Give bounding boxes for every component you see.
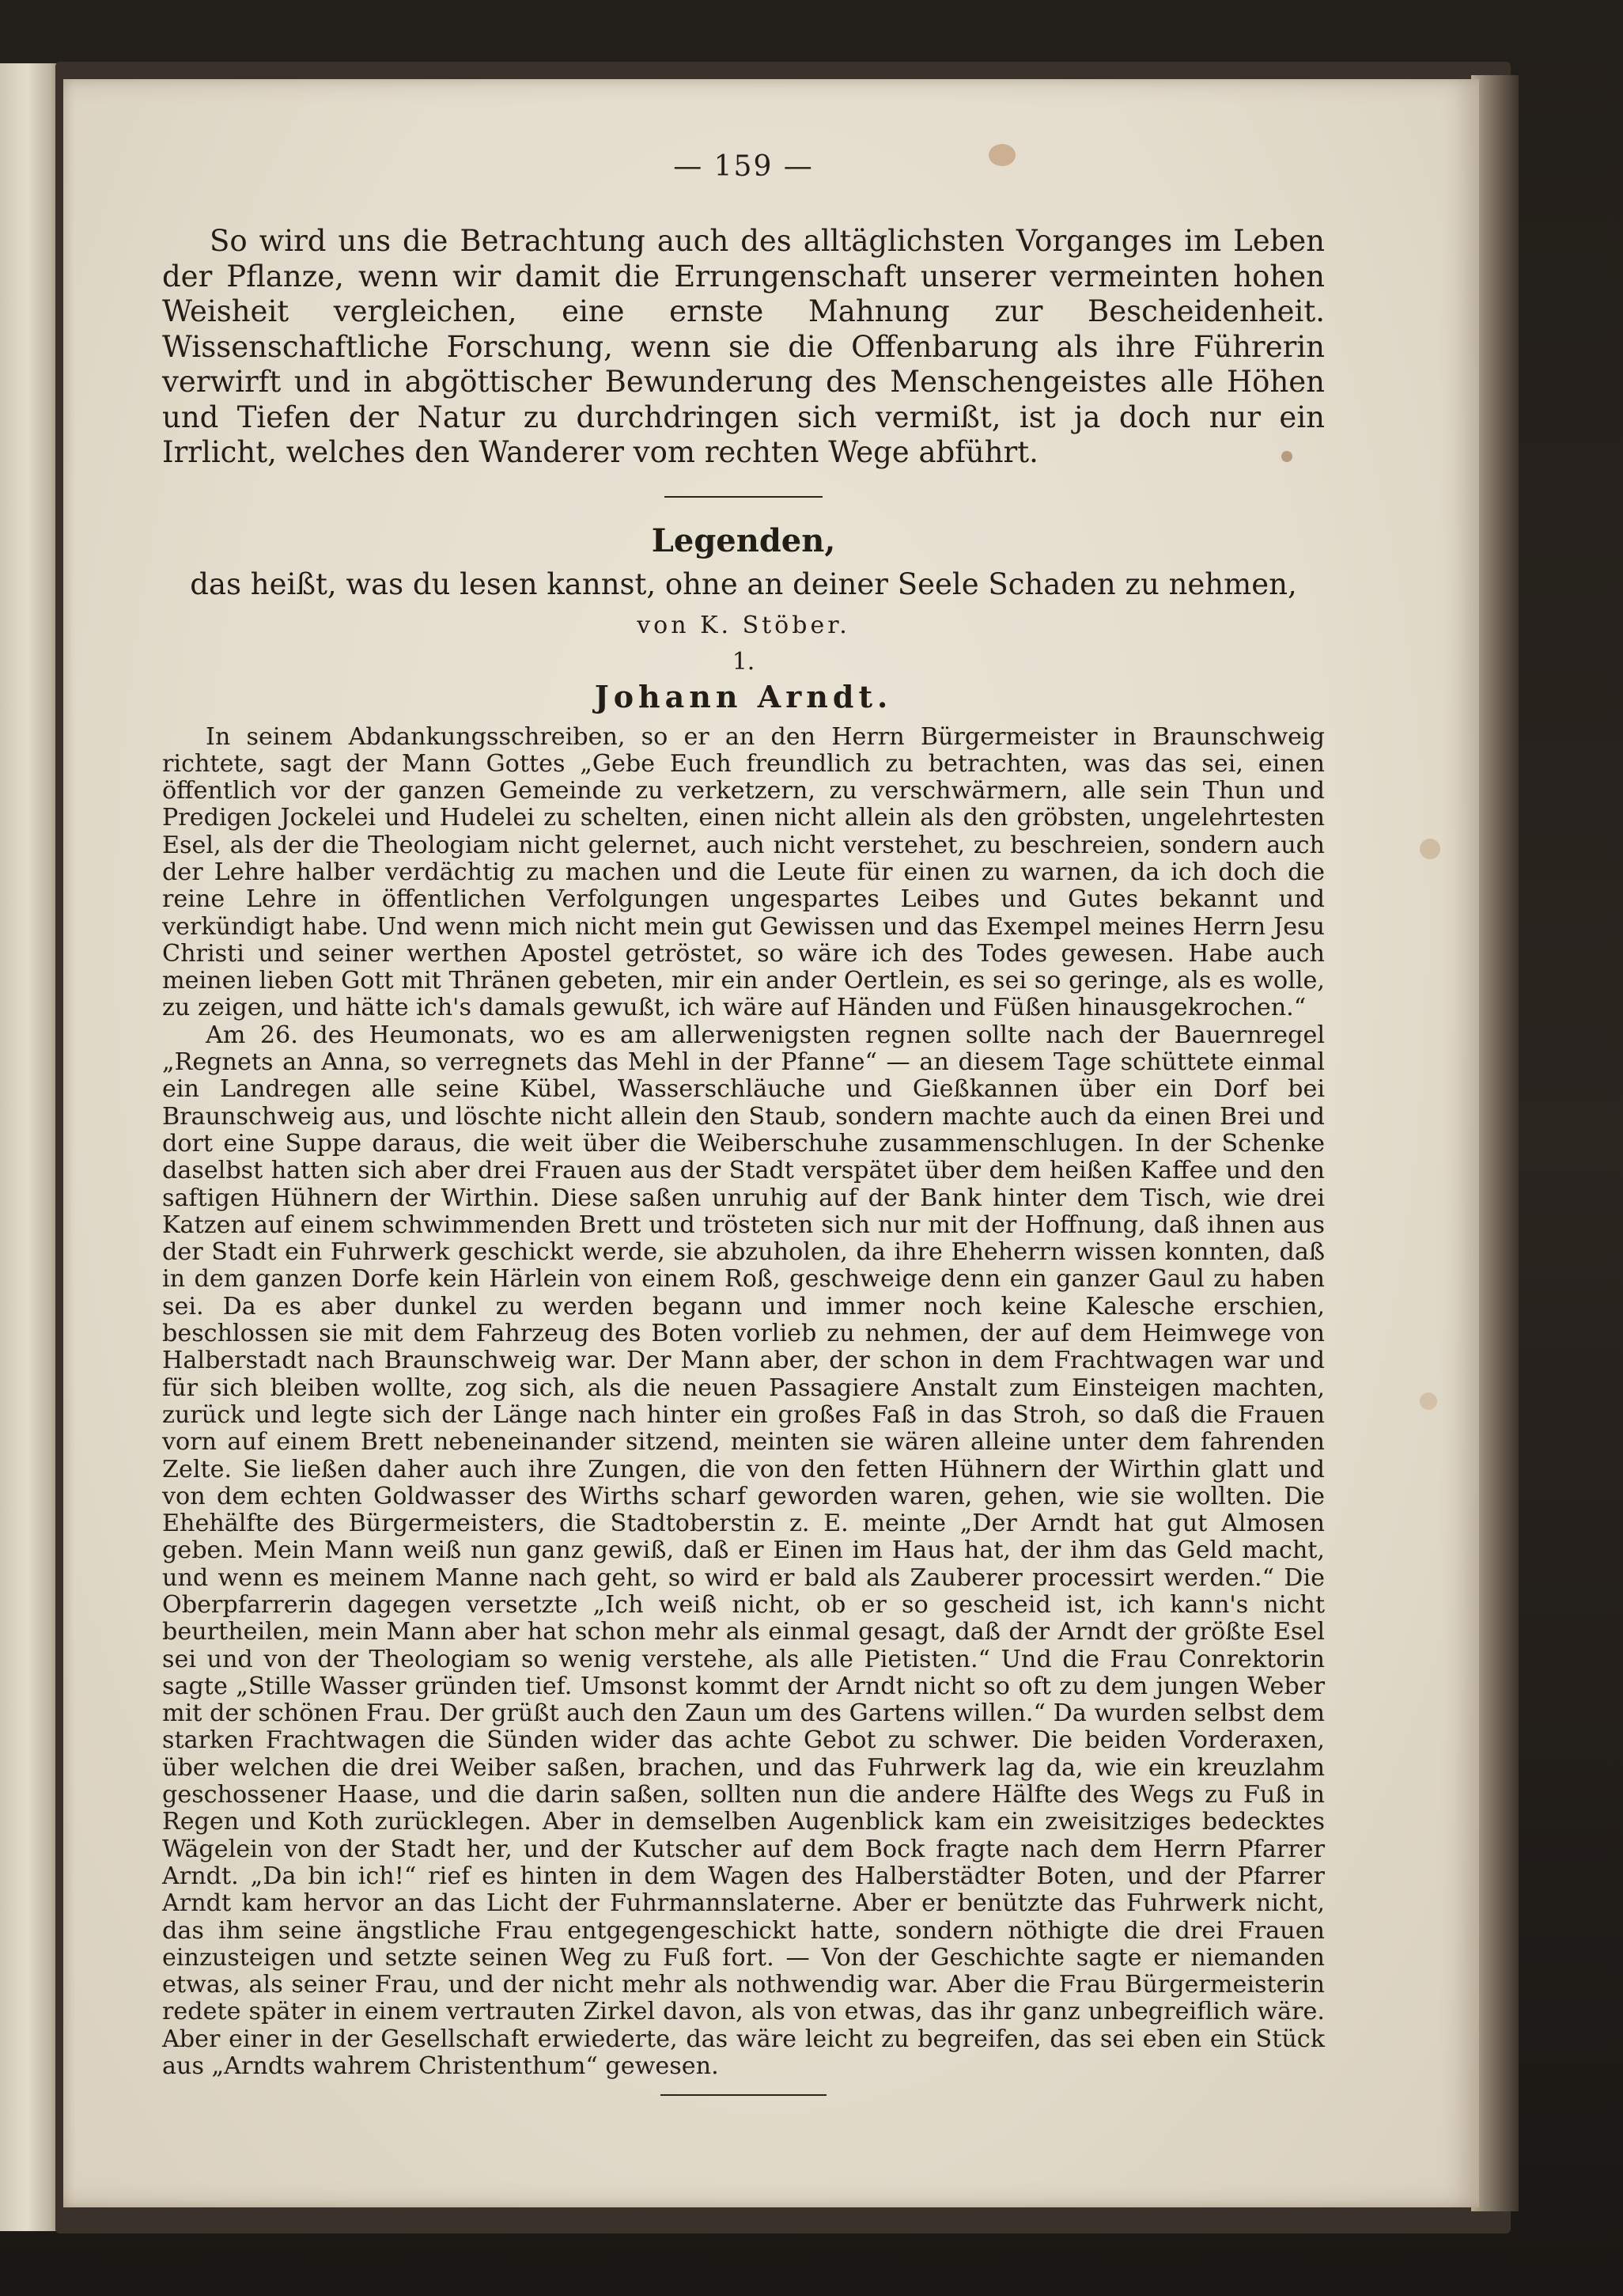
foxing-stain: [1420, 839, 1440, 859]
page-number: — 159 —: [673, 150, 814, 183]
section-title: Legenden,: [651, 521, 836, 559]
section-author: von K. Stöber.: [637, 611, 850, 639]
intro-paragraph: So wird uns die Betrachtung auch des alltäglichsten Vorganges im Leben der Pflanze, wenn wir damit die Errungenschaft unserer vermeinten hohen Weisheit vergleichen, eine ernste Mahnung zur Bescheidenheit. Wissenschaftliche Forschung, wenn sie die Offenbarung als ihre Führerin verwirft und in abgöttischer Bewunderung des Menschengeistes alle Höhen und Tiefen der Natur zu durchdringen sich vermißt, ist ja doch nur ein Irrlicht, welches den Wanderer vom rechten Wege abführt.: [162, 224, 1325, 469]
section-subtitle: das heißt, was du lesen kannst, ohne an deiner Seele Schaden zu nehmen,: [190, 566, 1297, 601]
body-paragraph: In seinem Abdankungsschreiben, so er an den Herrn Bürgermeister in Braunschweig richtete, sagt der Mann Gottes „Gebe Euch freundlich zu betrachten, was das sei, einen öffentlich vor der ganzen Gemeinde zu verketzern, zu verschwärmern, alle sein Thun und Predigen Jockelei und Hudelei zu schelten, einen nicht allein als den gröbsten, ungelehrtesten Esel, als der die Theologiam nicht gelernet, auch nicht verstehet, zu beschreien, sondern auch der Lehre halber verdächtig zu machen und die Leute für einen zu warnen, da ich doch die reine Lehre in öffentlichen Verfolgungen ungespartes Leibes und Gutes bekannt und verkündigt habe. Und wenn mich nicht mein gut Gewissen und das Exempel meines Herrn Jesu Christi und seiner werthen Apostel getröstet, so wäre ich des Todes gewesen. Habe auch meinen lieben Gott mit Thränen gebeten, mir ein ander Oertlein, es sei so geringe, als es wolle, zu zeigen, und hätte ich's damals gewußt, ich wäre auf Händen und Füßen hinausgekrochen.“: [162, 722, 1325, 1022]
page-text-block: [162, 150, 1325, 2096]
story-title: Johann Arndt.: [594, 678, 893, 714]
end-divider: [660, 2094, 827, 2096]
foxing-stain: [1420, 1392, 1437, 1410]
section-divider: [664, 496, 823, 498]
story-number: 1.: [732, 647, 755, 676]
body-paragraph: Am 26. des Heumonats, wo es am allerwenigsten regnen sollte nach der Bauernregel „Regnets an Anna, so verregnets das Mehl in der Pfanne“ — an diesem Tage schüttete einmal ein Landregen alle seine Kübel, Wasserschläuche und Gießkannen über ein Dorf bei Braunschweig aus, und löschte nicht allein den Staub, sondern machte auch da einen Brei und dort eine Suppe daraus, die weit über die Weiberschuhe zusammenschlugen. In der Schenke daselbst hatten sich aber drei Frauen aus der Stadt verspätet über dem heißen Kaffee und den saftigen Hühnern der Wirthin. Diese saßen unruhig auf der Bank hinter dem Tisch, wie drei Katzen auf einem schwimmenden Brett und trösteten sich nur mit der Hoffnung, daß ihnen aus der Stadt ein Fuhrwerk geschickt werde, sie abzuholen, da ihre Eheherrn wissen konnten, daß in dem ganzen Dorfe kein Härlein von einem Roß, geschweige denn ein ganzer Gaul zu haben sei. Da es aber dunkel zu werden begann und immer noch keine Kalesche erschien, beschlossen sie mit dem Fahrzeug des Boten vorlieb zu nehmen, der auf dem Heimwege von Halberstadt nach Braunschweig war. Der Mann aber, der schon in dem Frachtwagen war und für sich bleiben wollte, zog sich, als die neuen Passagiere Anstalt zum Einsteigen machten, zurück und legte sich der Länge nach hinter ein großes Faß in das Stroh, so daß die Frauen vorn auf einem Brett nebeneinander sitzend, meinten sie wären alleine unter dem fahrenden Zelte. Sie ließen daher auch ihre Zungen, die von den fetten Hühnern der Wirthin glatt und von dem echten Goldwasser des Wirths scharf geworden waren, gehen, wie sie wollten. Die Ehehälfte des Bürgermeisters, die Stadtoberstin z. E. meinte „Der Arndt hat gut Almosen geben. Mein Mann weiß nun ganz gewiß, daß er Einen im Haus hat, der ihm das Geld macht, und wenn es meinem Manne nach geht, so wird er bald als Zauberer processirt werden.“ Die Oberpfarrerin dagegen versetzte „Ich weiß nicht, ob er so gescheid ist, ich kann's nicht beurtheilen, mein Mann aber hat schon mehr als einmal gesagt, daß der Arndt der größte Esel sei und von der Theologiam so wenig verstehe, als alle Pietisten.“ Und die Frau Conrektorin sagte „Stille Wasser gründen tief. Umsonst kommt der Arndt nicht so oft zu dem jungen Weber mit der schönen Frau. Der grüßt auch den Zaun um des Gartens willen.“ Da wurden selbst dem starken Frachtwagen die Sünden wider das achte Gebot zu schwer. Die beiden Vorderaxen, über welchen die drei Weiber saßen, brachen, und das Fuhrwerk lag da, wie ein kreuzlahm geschossener Haase, und die darin saßen, sollten nun die andere Hälfte des Wegs zu Fuß in Regen und Koth zurücklegen. Aber in demselben Augenblick kam ein zweisitziges bedecktes Wägelein von der Stadt her, und der Kutscher auf dem Bock fragte nach dem Herrn Pfarrer Arndt. „Da bin ich!“ rief es hinten in dem Wagen des Halberstädter Boten, und der Pfarrer Arndt kam hervor an das Licht der Fuhrmannslaterne. Aber er benützte das Fuhrwerk nicht, das ihm seine ängstliche Frau entgegengeschickt hatte, sondern nöthigte die drei Frauen einzusteigen und setzte seinen Weg zu Fuß fort. — Von der Geschichte sagte er niemanden etwas, als seiner Frau, und der nicht mehr als nothwendig war. Aber die Frau Bürgermeisterin redete später in einem vertrauten Zirkel davon, als von etwas, das ihr ganz unbegreiflich wäre. Aber einer in der Gesellschaft erwiederte, das wäre leicht zu begreifen, das sei eben ein Stück aus „Arndts wahrem Christenthum“ gewesen.: [162, 1021, 1325, 2081]
